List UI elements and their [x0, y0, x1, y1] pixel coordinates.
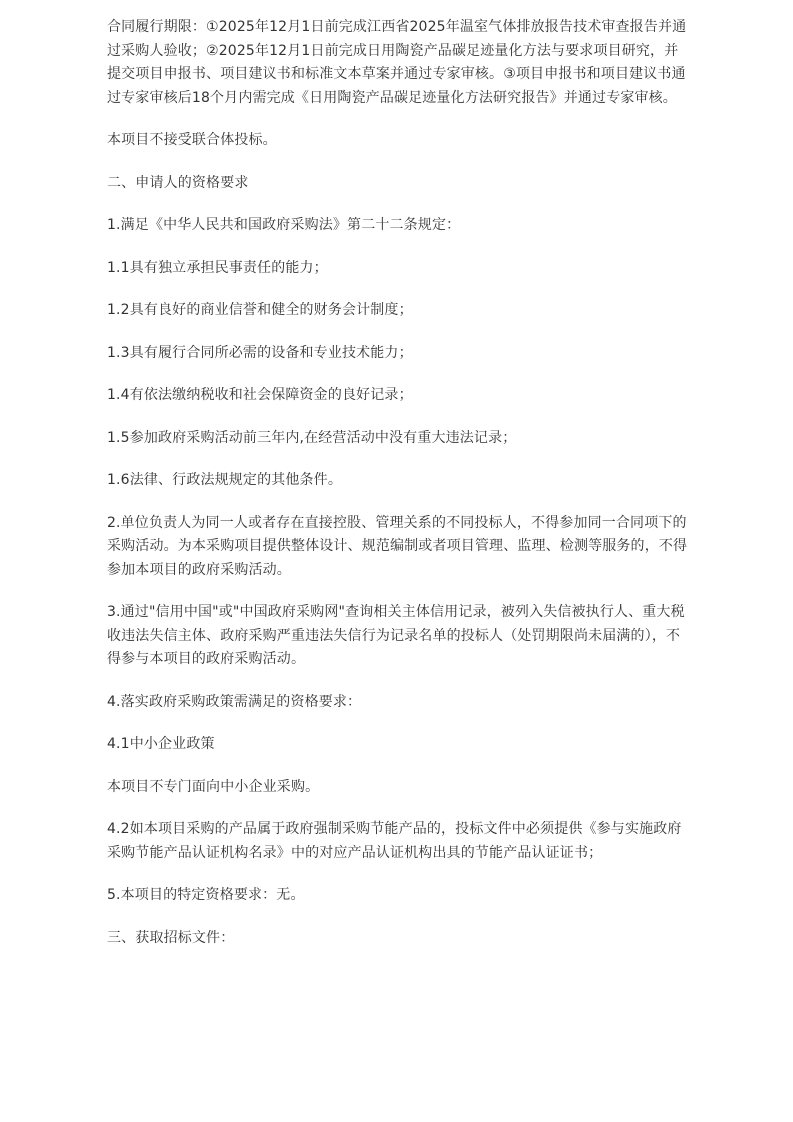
requirement-1-3: 1.3具有履行合同所必需的设备和专业技术能力； — [107, 344, 413, 361]
contract-period-paragraph: 合同履行期限：①2025年12月1日前完成江西省2025年温室气体排放报告技术审查报告并通过采购人验收；②2025年12月1日前完成日用陶瓷产品碳足迹量化方法与要求项目研究，并提交项目申报书、项目建议书和标准文本草案并通过专家审核。③项目申报书和项目建议书通过专家审核后18个月内需完成《日用陶瓷产品碳足迹量化方法研究报告》并通过专家审核。 — [107, 19, 687, 106]
section-heading-obtain-documents: 三、获取招标文件： — [107, 929, 235, 946]
requirement-1-2: 1.2具有良好的商业信誉和健全的财务会计制度； — [107, 302, 413, 318]
requirement-5: 5.本项目的特定资格要求：无。 — [107, 887, 305, 903]
document-body — [107, 16, 691, 969]
sme-policy-paragraph: 本项目不专门面向中小企业采购。 — [107, 778, 320, 795]
requirement-3: 3.通过"信用中国"或"中国政府采购网"查询相关主体信用记录，被列入失信被执行人、重大税收违法失信主体、政府采购严重违法失信行为记录名单的投标人（处罚期限尚未届满的），不得参与本项目的政府采购活动。 — [107, 604, 685, 667]
requirement-1-4: 1.4有依法缴纳税收和社会保障资金的良好记录； — [107, 387, 413, 403]
no-consortium-paragraph: 本项目不接受联合体投标。 — [107, 132, 277, 148]
section-heading-qualifications: 二、申请人的资格要求 — [107, 174, 249, 191]
requirement-1-6: 1.6法律、行政法规规定的其他条件。 — [107, 472, 342, 488]
requirement-2: 2.单位负责人为同一人或者存在直接控股、管理关系的不同投标人，不得参加同一合同项下的采购活动。为本采购项目提供整体设计、规范编制或者项目管理、监理、检测等服务的，不得参加本项目的政府采购活动。 — [107, 514, 688, 578]
requirement-4-1: 4.1中小企业政策 — [107, 736, 215, 752]
requirement-1: 1.满足《中华人民共和国政府采购法》第二十二条规定： — [107, 217, 461, 233]
requirement-1-1: 1.1具有独立承担民事责任的能力； — [107, 259, 328, 276]
requirement-4: 4.落实政府采购政策需满足的资格要求： — [107, 693, 362, 710]
requirement-4-2: 4.2如本项目采购的产品属于政府强制采购节能产品的，投标文件中必须提供《参与实施政府采购节能产品认证机构名录》中的对应产品认证机构出具的节能产品认证证书； — [107, 821, 682, 861]
requirement-1-5: 1.5参加政府采购活动前三年内,在经营活动中没有重大违法记录； — [107, 429, 517, 446]
